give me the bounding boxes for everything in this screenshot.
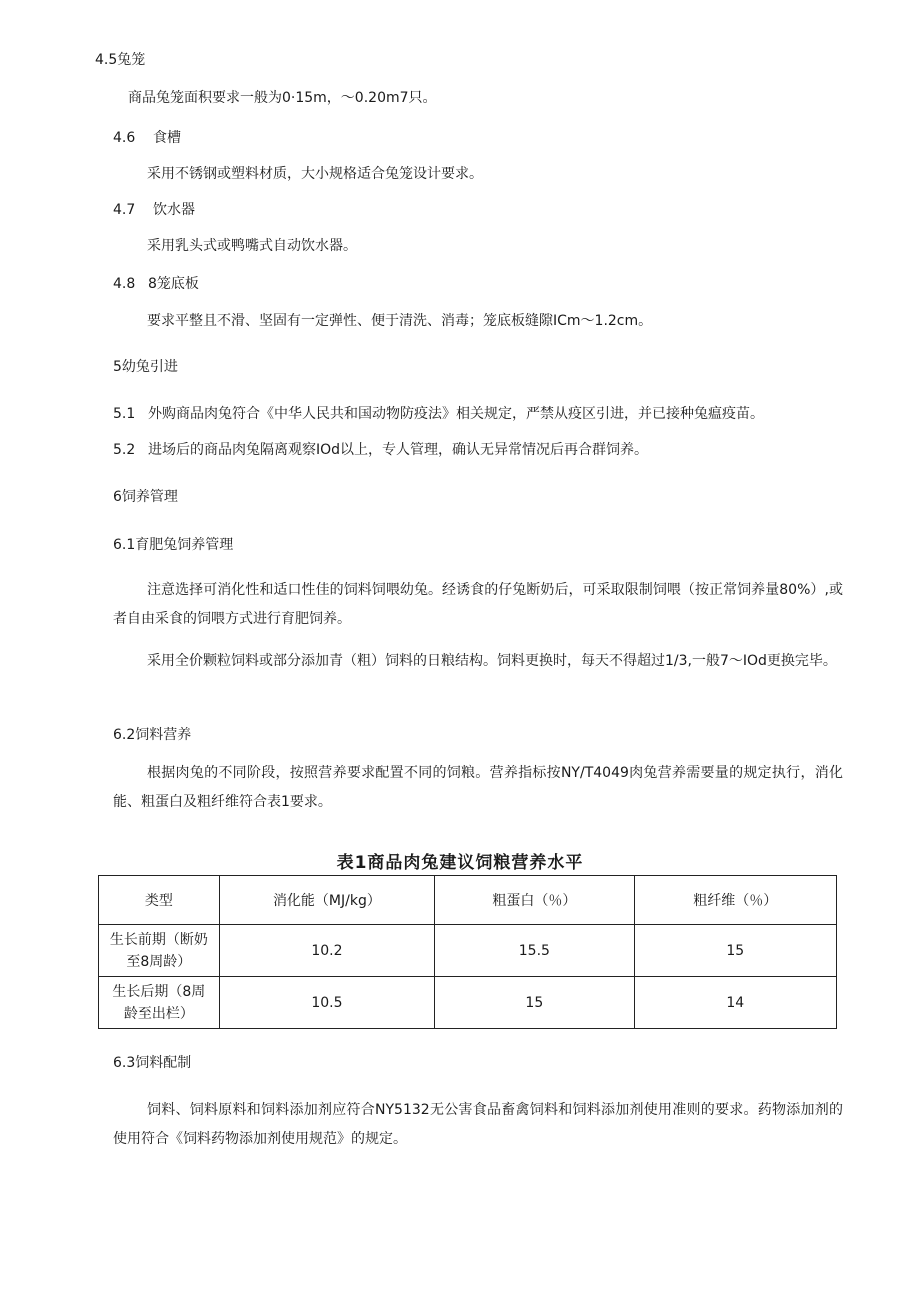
table-title: 表1商品肉兔建议饲粮营养水平	[336, 853, 584, 873]
section-number: 4.7	[113, 202, 136, 218]
section-4-5-heading	[95, 50, 145, 70]
section-4-5-text: 商品兔笼面积要求一般为0·15m，～0.20m7只。	[128, 90, 437, 106]
stage-line: 至8周龄）	[126, 953, 192, 970]
table-row	[99, 925, 837, 977]
cell-protein: 15	[435, 977, 634, 1029]
section-number: 4.8	[113, 276, 136, 292]
section-title: 饮水器	[153, 202, 195, 218]
section-title: 食槽	[153, 130, 181, 146]
section-number: 5.1	[113, 406, 136, 422]
cell-fiber: 15	[634, 925, 836, 977]
header-fiber: 粗纤维（％）	[634, 876, 836, 925]
stage-line: 生长前期（断奶	[109, 931, 208, 948]
section-6-2-para: 根据肉兔的不同阶段，按照营养要求配置不同的饲粮。营养指标按NY/T4049肉兔营养需要量的规定执行，消化能、粗蛋白及粗纤维符合表1要求。	[113, 765, 843, 810]
section-4-6-text: 采用不锈钢或塑料材质，大小规格适合兔笼设计要求。	[147, 166, 483, 182]
section-6-3-para: 饲料、饲料原料和饲料添加剂应符合NY5132无公害食品畜禽饲料和饲料添加剂使用准则的要求。药物添加剂的使用符合《饲料药物添加剂使用规范》的规定。	[113, 1102, 843, 1147]
table-row	[99, 977, 837, 1029]
section-number: 4.5	[95, 52, 118, 68]
section-6-2-heading: 6.2饲料营养	[113, 727, 192, 743]
header-type: 类型	[99, 876, 220, 925]
cell-energy: 10.2	[219, 925, 434, 977]
section-5-heading: 5幼兔引进	[113, 359, 178, 375]
cell-stage	[99, 977, 220, 1029]
cell-energy: 10.5	[219, 977, 434, 1029]
header-protein: 粗蛋白（％）	[435, 876, 634, 925]
section-6-heading: 6饲养管理	[113, 489, 178, 505]
cell-fiber: 14	[634, 977, 836, 1029]
section-6-1-para-2: 采用全价颗粒饲料或部分添加青（粗）饲料的日粮结构。饲料更换时，每天不得超过1/3,一般7～IOd更换完毕。	[147, 653, 837, 669]
section-4-8-text: 要求平整且不滑、坚固有一定弹性、便于清洗、消毒；笼底板缝隙ICm～1.2cm。	[147, 313, 653, 329]
nutrition-table	[98, 875, 837, 1029]
table-header-row	[99, 876, 837, 925]
section-number: 4.6	[113, 130, 136, 146]
header-energy: 消化能（MJ/kg）	[219, 876, 434, 925]
section-6-1-heading: 6.1育肥兔饲养管理	[113, 537, 234, 553]
section-title: 兔笼	[117, 52, 146, 68]
section-text: 外购商品肉兔符合《中华人民共和国动物防疫法》相关规定，严禁从疫区引进，并已接种兔瘟疫苗。	[148, 406, 764, 422]
section-title: 8笼底板	[148, 276, 199, 292]
section-number: 5.2	[113, 442, 136, 458]
section-6-3-heading: 6.3饲料配制	[113, 1055, 192, 1071]
cell-stage	[99, 925, 220, 977]
stage-line: 龄至出栏）	[123, 1005, 194, 1022]
cell-protein: 15.5	[435, 925, 634, 977]
stage-line: 生长后期（8周	[112, 983, 206, 1000]
section-text: 进场后的商品肉兔隔离观察IOd以上，专人管理，确认无异常情况后再合群饲养。	[148, 442, 649, 458]
section-6-1-para-1: 注意选择可消化性和适口性佳的饲料饲喂幼兔。经诱食的仔兔断奶后，可采取限制饲喂（按正常饲养量80%）,或者自由采食的饲喂方式进行育肥饲养。	[113, 582, 843, 627]
section-4-7-text: 采用乳头式或鸭嘴式自动饮水器。	[147, 238, 357, 254]
